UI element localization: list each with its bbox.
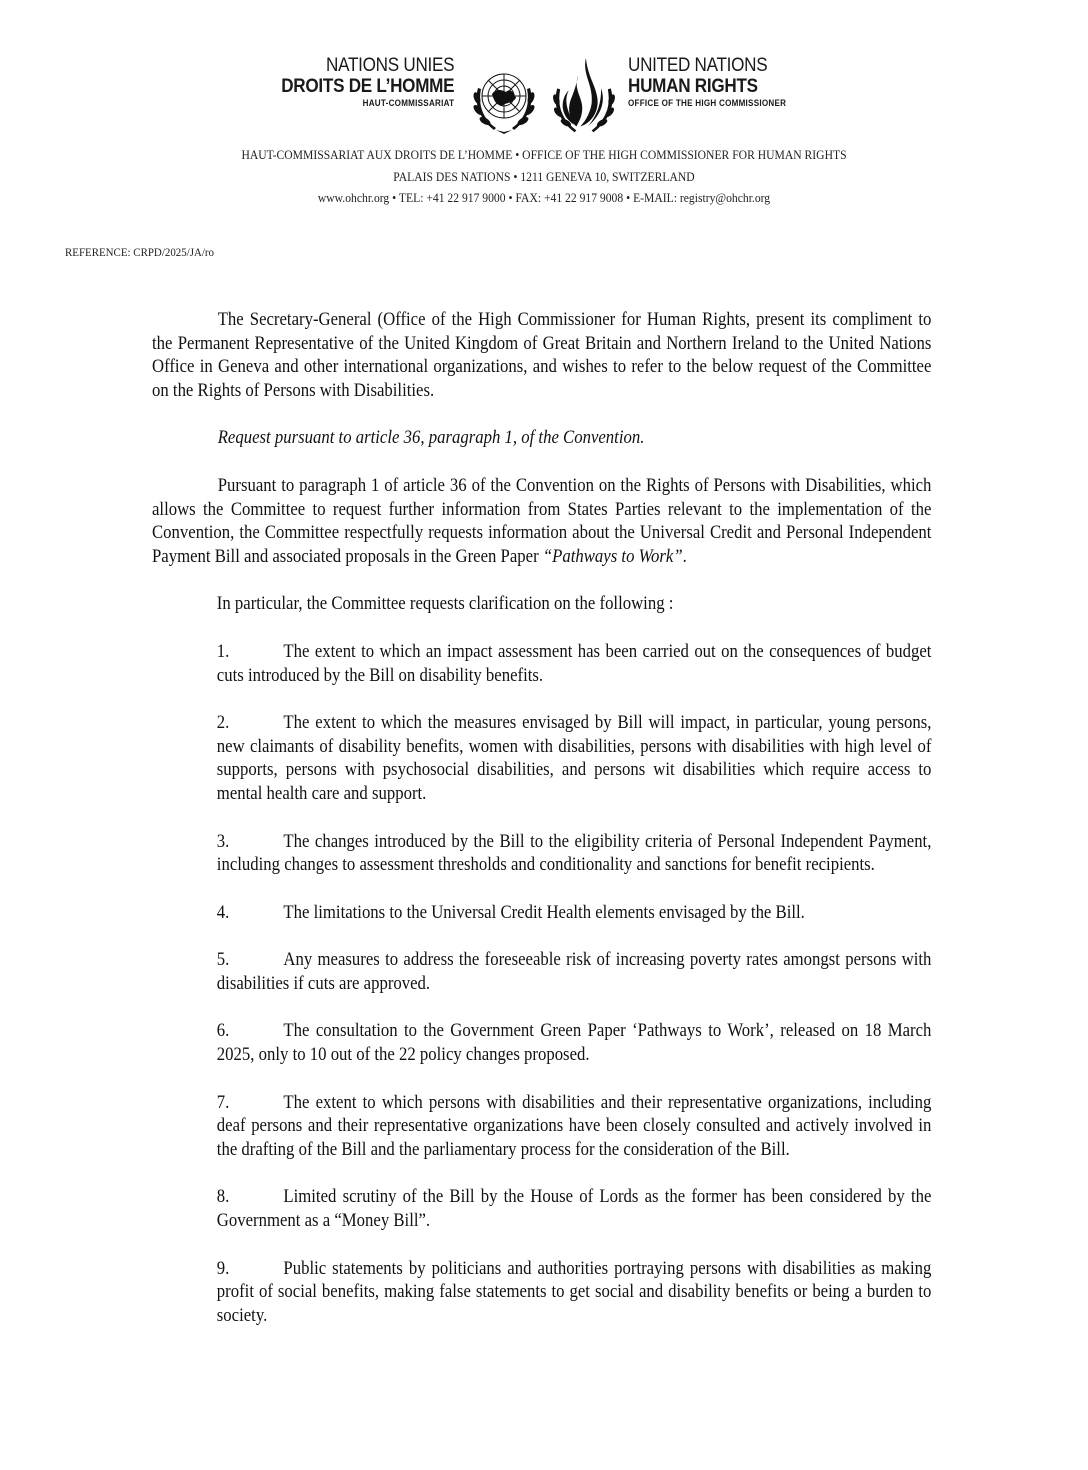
letterhead-english-line1: UNITED NATIONS — [628, 55, 768, 76]
list-item-number: 9. — [216, 1257, 230, 1279]
letterhead-french-line2: DROITS DE L’HOMME — [280, 76, 454, 97]
pursuant-end: . — [682, 545, 687, 567]
request-heading: Request pursuant to article 36, paragraph 1, of the Convention. — [217, 427, 645, 449]
list-item-number: 6. — [216, 1020, 230, 1042]
letter-body — [152, 308, 932, 1327]
list-item-2 — [217, 711, 932, 805]
list-item-number: 8. — [216, 1186, 230, 1208]
list-intro: In particular, the Committee requests clarification on the following : — [216, 593, 674, 615]
list-item-number: 2. — [216, 712, 230, 734]
letterhead — [0, 28, 1088, 118]
letterhead-french-line1: NATIONS UNIES — [325, 55, 454, 76]
letterhead-english — [628, 56, 814, 111]
pursuant-text: Pursuant to paragraph 1 of article 36 of the Convention on the Rights of Persons with Disabilities, which allows the Committee to request further information from States Parties relevant to the implementation of the Convention, the Committee respectfully requests information about the Universal Credit and Personal Independent Payment Bill and associated proposals in the Green Paper — [152, 474, 932, 567]
list-item-number: 3. — [216, 830, 230, 852]
list-item-9 — [217, 1257, 932, 1328]
list-item-text: The consultation to the Government Green Paper ‘Pathways to Work’, released on 18 March 2025, only to 10 out of the 22 policy changes proposed. — [216, 1020, 932, 1066]
list-item-5 — [217, 948, 932, 995]
list-item-text: The extent to which the measures envisaged by Bill will impact, in particular, young persons, new claimants of disability benefits, women with disabilities, persons with disabilities with high level of supports, persons with psychosocial disabilities, and persons wit disabilities which require access to mental health care and support. — [216, 712, 932, 804]
list-item-number: 1. — [216, 640, 230, 662]
human-rights-flame-icon — [548, 56, 620, 138]
list-item-text: The extent to which an impact assessment has been carried out on the consequences of budget cuts introduced by the Bill on disability benefits. — [216, 640, 932, 686]
letterhead-french-line3: HAUT-COMMISSARIAT — [362, 98, 454, 109]
request-list — [217, 592, 932, 1327]
address-line-3: www.ohchr.org • TEL: +41 22 917 9000 • FAX: +41 22 917 9008 • E-MAIL: registry@ohchr.org — [317, 191, 771, 205]
list-item-text: Any measures to address the foreseeable risk of increasing poverty rates amongst persons with disabilities if cuts are approved. — [216, 949, 932, 994]
list-item-number: 7. — [216, 1091, 230, 1113]
list-item-8 — [217, 1185, 932, 1232]
letterhead-english-line3: OFFICE OF THE HIGH COMMISSIONER — [628, 98, 787, 109]
list-item-4 — [217, 901, 932, 925]
address-line-1: HAUT-COMMISSARIAT AUX DROITS DE L’HOMME • OFFICE OF THE HIGH COMMISSIONER FOR HUMAN RIGHTS — [241, 148, 847, 162]
list-item-text: The limitations to the Universal Credit Health elements envisaged by the Bill. — [283, 901, 805, 923]
opening-paragraph: The Secretary-General (Office of the High Commissioner for Human Rights, present its compliment to the Permanent Representative of the United Kingdom of Great Britain and Northern Ireland to the United Nations Office in Geneva and other international organizations, and wishes to refer to the below request of the Committee on the Rights of Persons with Disabilities. — [152, 309, 932, 401]
list-item-text: Public statements by politicians and authorities portraying persons with disabilities as making profit of social benefits, making false statements to get social and disability benefits or being a burden to society. — [216, 1257, 932, 1326]
list-item-text: Limited scrutiny of the Bill by the House of Lords as the former has been considered by the Government as a “Money Bill”. — [216, 1186, 932, 1232]
list-item-1 — [217, 640, 932, 687]
letterhead-french — [262, 56, 454, 111]
list-item-7 — [217, 1091, 932, 1162]
list-item-6 — [217, 1019, 932, 1066]
pursuant-paragraph — [152, 474, 931, 568]
list-item-number: 4. — [216, 901, 230, 923]
address-block — [0, 145, 1088, 210]
list-item-text: The changes introduced by the Bill to the eligibility criteria of Personal Independent Payment, including changes to assessment thresholds and conditionality and sanctions for benefit recipients. — [216, 830, 932, 876]
letterhead-english-line2: HUMAN RIGHTS — [628, 76, 758, 97]
list-item-number: 5. — [216, 949, 230, 971]
list-item-text: The extent to which persons with disabilities and their representative organizations, including deaf persons and their representative organizations have been closely consulted and actively involved in the drafting of the Bill and the parliamentary process for the consideration of the Bill. — [216, 1091, 932, 1160]
pursuant-italic-title: “Pathways to Work” — [542, 545, 683, 567]
list-item-3 — [217, 830, 932, 877]
reference-number: REFERENCE: CRPD/2025/JA/ro — [65, 247, 215, 259]
address-line-2: PALAIS DES NATIONS • 1211 GENEVA 10, SWITZERLAND — [393, 169, 695, 184]
un-emblem-icon — [468, 58, 540, 140]
